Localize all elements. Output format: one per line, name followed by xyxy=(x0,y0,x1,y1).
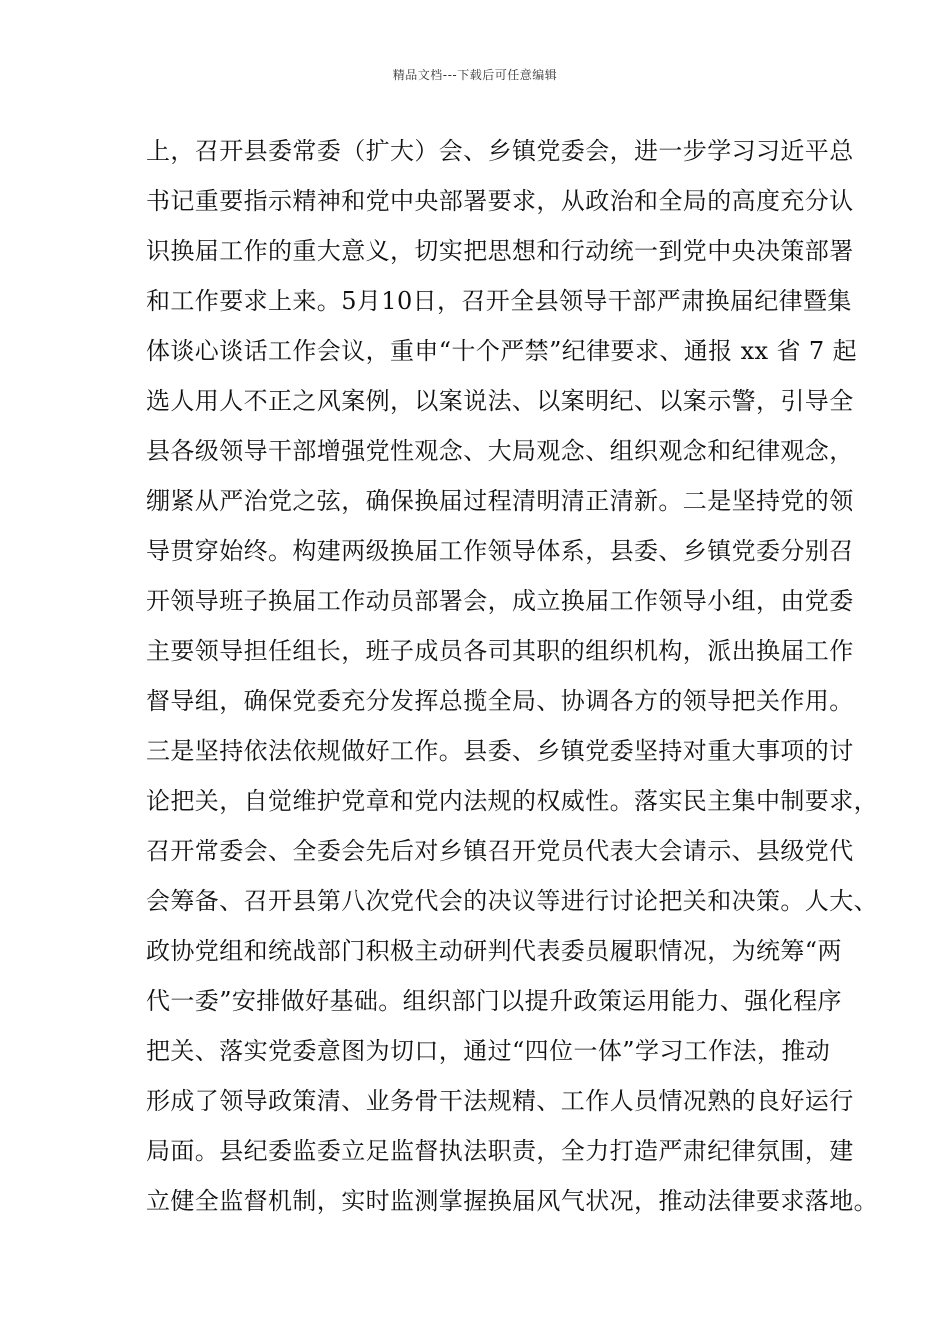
text-line: 形成了领导政策清、业务骨干法规精、工作人员情况熟的良好运行 xyxy=(146,1087,854,1115)
text-line: 体谈心谈话工作会议，重申“十个严禁”纪律要求、通报 xx 省 7 起 xyxy=(146,337,857,365)
text-line: 召开常委会、全委会先后对乡镇召开党员代表大会请示、县级党代 xyxy=(146,837,854,865)
text-line: 和工作要求上来。5月10日，召开全县领导干部严肃换届纪律暨集 xyxy=(146,287,852,315)
text-line: 政协党组和统战部门积极主动研判代表委员履职情况，为统筹“两 xyxy=(146,937,842,965)
text-line: 会筹备、召开县第八次党代会的决议等进行讨论把关和决策。人大、 xyxy=(146,887,878,915)
text-line: 上，召开县委常委（扩大）会、乡镇党委会，进一步学习习近平总 xyxy=(146,137,854,165)
text-line: 三是坚持依法依规做好工作。县委、乡镇党委坚持对重大事项的讨 xyxy=(146,737,854,765)
text-line: 选人用人不正之风案例，以案说法、以案明纪、以案示警，引导全 xyxy=(146,387,854,415)
text-line: 县各级领导干部增强党性观念、大局观念、组织观念和纪律观念， xyxy=(146,437,854,465)
text-line: 绷紧从严治党之弦，确保换届过程清明清正清新。二是坚持党的领 xyxy=(146,487,854,515)
text-line: 局面。县纪委监委立足监督执法职责，全力打造严肃纪律氛围，建 xyxy=(146,1137,854,1165)
text-line: 督导组，确保党委充分发挥总揽全局、协调各方的领导把关作用。 xyxy=(146,687,854,715)
text-line: 立健全监督机制，实时监测掌握换届风气状况，推动法律要求落地。 xyxy=(146,1187,878,1215)
text-line: 把关、落实党委意图为切口，通过“四位一体”学习工作法，推动 xyxy=(146,1037,831,1065)
page-header-watermark: 精品文档---下载后可任意编辑 xyxy=(392,68,558,82)
text-line: 主要领导担任组长，班子成员各司其职的组织机构，派出换届工作 xyxy=(146,637,854,665)
text-line: 开领导班子换届工作动员部署会，成立换届工作领导小组，由党委 xyxy=(146,587,854,615)
body-paragraph xyxy=(146,133,878,1233)
text-line: 识换届工作的重大意义，切实把思想和行动统一到党中央决策部署 xyxy=(146,237,854,265)
text-line: 论把关，自觉维护党章和党内法规的权威性。落实民主集中制要求， xyxy=(146,787,878,815)
text-line: 书记重要指示精神和党中央部署要求，从政治和全局的高度充分认 xyxy=(146,187,854,215)
text-line: 代一委”安排做好基础。组织部门以提升政策运用能力、强化程序 xyxy=(146,987,842,1015)
text-line: 导贯穿始终。构建两级换届工作领导体系，县委、乡镇党委分别召 xyxy=(146,537,854,565)
